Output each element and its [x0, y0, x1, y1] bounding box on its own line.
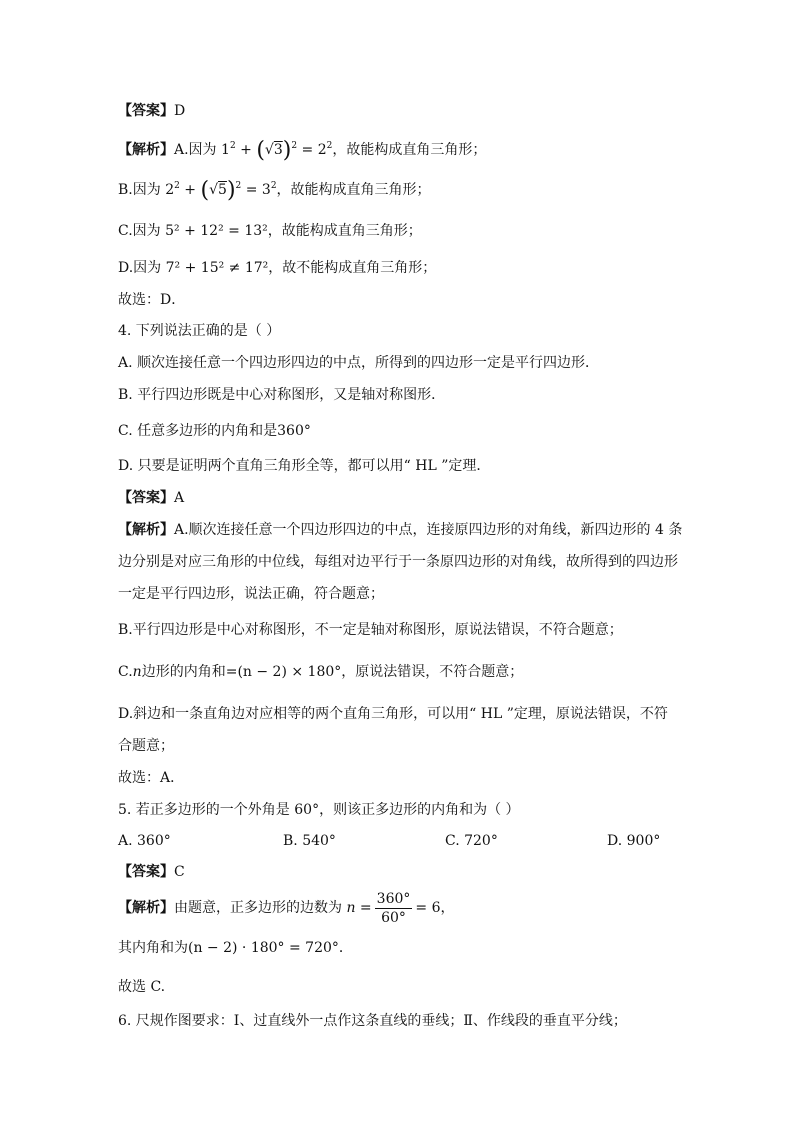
q4-analysis-a-line3: 一定是平行四边形，说法正确，符合题意；: [118, 586, 384, 602]
analysis-b-prefix: B.因为: [118, 182, 161, 198]
analysis-a-suffix: ，故能构成直角三角形；: [332, 142, 487, 158]
q5-interior-sum: [118, 938, 353, 958]
variable-n: n: [132, 664, 142, 680]
q4-analysis-d-line1: D.斜边和一条直角边对应相等的两个直角三角形，可以用“ HL ”定理，原说法错误，不符: [118, 706, 668, 722]
answer-value: C: [174, 864, 185, 880]
q4-conclusion: 故选：A．: [118, 770, 185, 786]
q3-analysis-b: [118, 180, 431, 201]
q3-conclusion: 故选：D．: [118, 292, 186, 308]
analysis-label: 【解析】: [118, 522, 174, 538]
fraction-denominator: 60°: [381, 909, 406, 926]
q5-option-a: A. 360°: [118, 833, 171, 849]
q4-analysis-c: [118, 662, 523, 682]
q3-analysis-d: [118, 258, 436, 278]
analysis-prefix: 由题意，正多边形的边数为: [174, 900, 342, 916]
analysis-c-suffix: ，原说法错误，不符合题意；: [341, 664, 524, 680]
q5-option-c: C. 720°: [445, 833, 498, 849]
q4-option-c: [118, 421, 311, 441]
q4-analysis-b: B.平行四边形是中心对称图形，不一定是轴对称图形，原说法错误，不符合题意；: [118, 622, 623, 638]
analysis-c-prefix: C.因为: [118, 223, 161, 239]
q5-option-b: B. 540°: [283, 833, 336, 849]
analysis-label: 【解析】: [118, 900, 174, 916]
q4-stem: 4. 下列说法正确的是（ ）: [118, 323, 281, 339]
analysis-c-prefix: C.: [118, 664, 133, 680]
q5-analysis: [118, 888, 454, 928]
answer-label: 【答案】: [118, 490, 174, 506]
q3-analysis-c: [118, 221, 422, 241]
analysis-d-prefix: D.因为: [118, 260, 162, 276]
q5-conclusion: 故选 C.: [118, 979, 166, 995]
q5-option-d: D. 900°: [607, 833, 661, 849]
analysis-b-suffix: ，故能构成直角三角形；: [276, 182, 431, 198]
analysis-c-suffix: ，故能构成直角三角形；: [267, 223, 422, 239]
q4-option-b: B. 平行四边形既是中心对称图形，又是轴对称图形．: [118, 387, 446, 403]
answer-value: A: [174, 490, 185, 506]
answer-label: 【答案】: [118, 103, 174, 119]
interior-sum-formula: (n − 2) · 180° = 720°．: [188, 940, 353, 956]
pythagorean-expression-d: 7² + 15² ≠ 17²: [165, 260, 269, 276]
analysis-label: 【解析】: [118, 142, 174, 158]
fraction-rhs: = 6，: [415, 900, 455, 916]
answer-label: 【答案】: [118, 864, 174, 880]
fraction-numerator: 360°: [376, 890, 411, 907]
q4-option-d: D. 只要是证明两个直角三角形全等，都可以用“ HL ”定理．: [118, 458, 491, 474]
q4-analysis-a-line1: [118, 520, 682, 540]
q4-answer: [118, 488, 184, 508]
pythagorean-expression-a: $1^2 + (√3)^2 = 2^2$: [221, 138, 333, 163]
q4-analysis-a-line2: 边分别是对应三角形的中位线，每组对边平行于一条原四边形的对角线，故所得到的四边形: [118, 554, 678, 570]
pythagorean-expression-c: 5² + 12² = 13²: [165, 223, 268, 239]
q3-analysis-a: [118, 140, 486, 161]
analysis-a-text: A.顺次连接任意一个四边形四边的中点，连接原四边形的对角线，新四边形的 4 条: [174, 522, 683, 538]
interior-angle-formula: (n − 2) × 180°: [237, 664, 342, 680]
analysis-a-prefix: A.因为: [174, 142, 217, 158]
q3-answer: [118, 101, 185, 121]
pythagorean-expression-b: $2^2 + (√5)^2 = 3^2$: [165, 178, 277, 203]
analysis-d-suffix: ，故不能构成直角三角形；: [268, 260, 437, 276]
q4-option-c-text: C. 任意多边形的内角和是: [118, 423, 278, 439]
analysis-c-mid: 边形的内角和=: [141, 664, 238, 680]
q4-option-c-math: 360°: [277, 423, 311, 439]
q4-option-a: A. 顺次连接任意一个四边形四边的中点，所得到的四边形一定是平行四边形．: [118, 355, 600, 371]
answer-value: D: [174, 103, 186, 119]
q4-analysis-d-line2: 合题意；: [118, 738, 174, 754]
fraction: [375, 890, 413, 927]
fraction-lhs: n =: [346, 900, 372, 916]
interior-prefix: 其内角和为: [118, 940, 188, 956]
q5-stem: 5. 若正多边形的一个外角是 60°，则该正多边形的内角和为（ ）: [118, 802, 520, 818]
q6-stem: 6. 尺规作图要求：Ⅰ、过直线外一点作这条直线的垂线；Ⅱ、作线段的垂直平分线；: [118, 1013, 627, 1029]
q5-answer: [118, 862, 185, 882]
